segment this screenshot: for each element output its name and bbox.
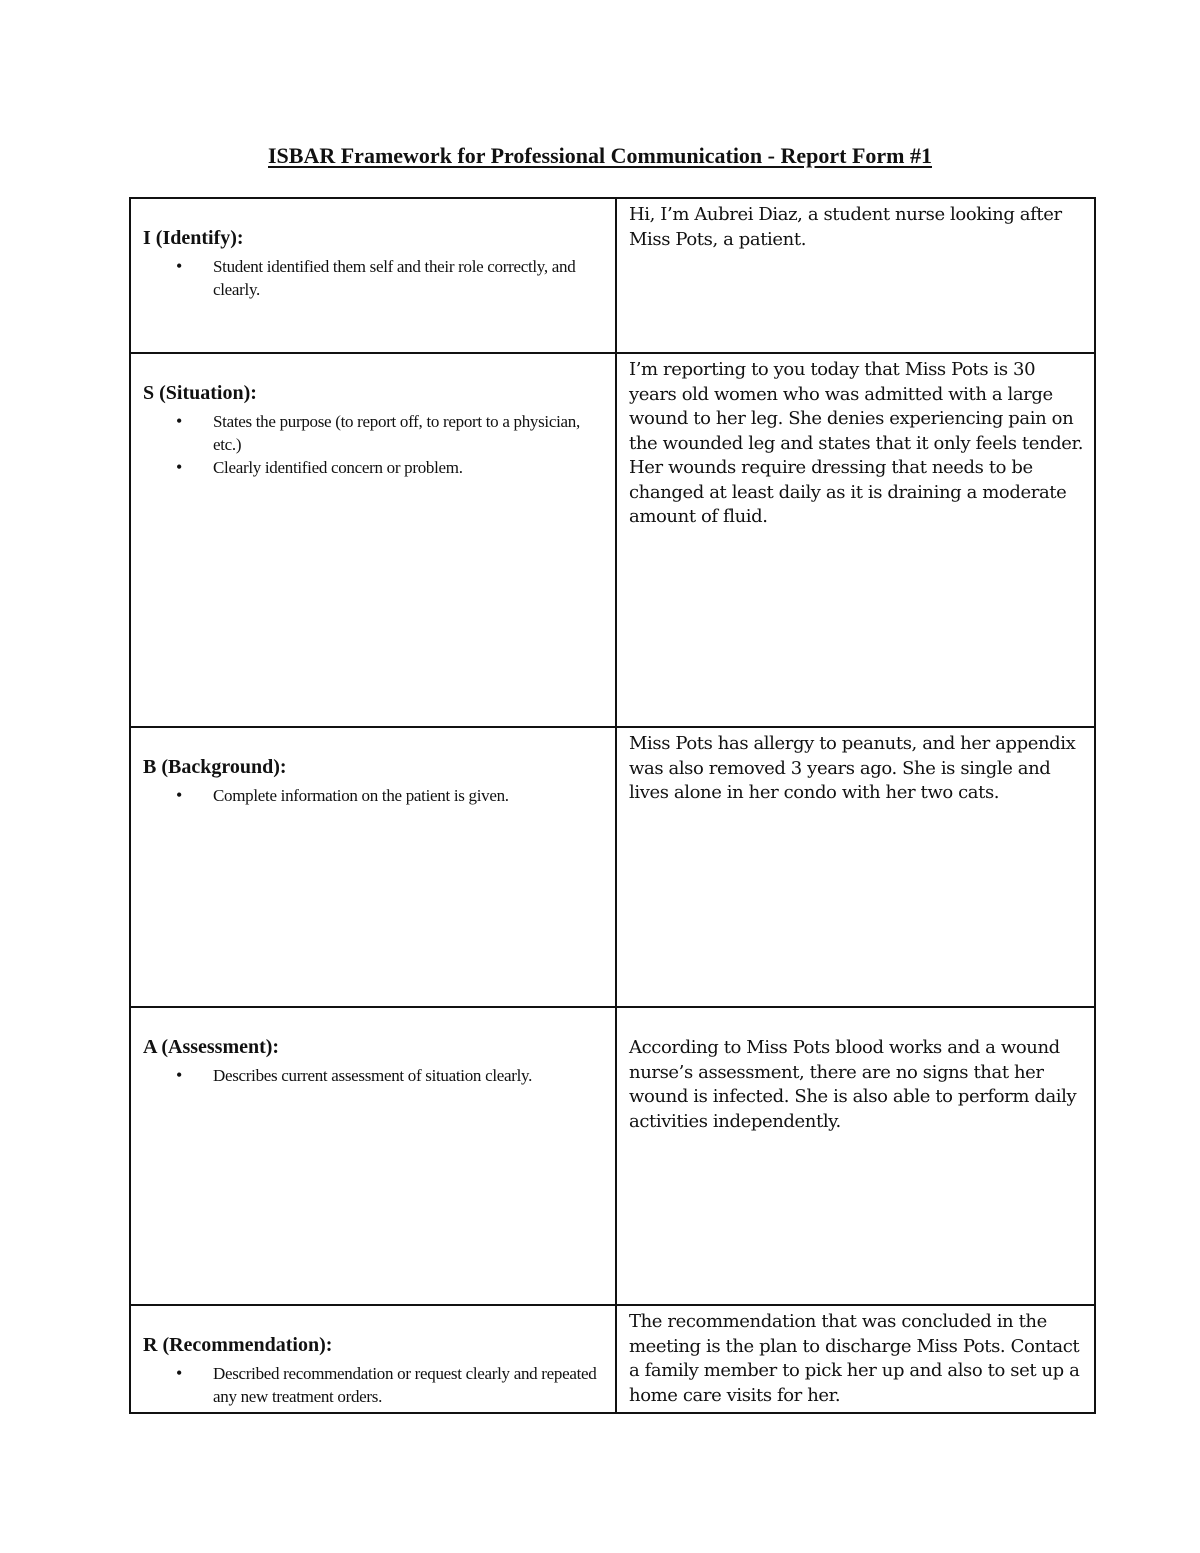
row-assessment <box>130 1007 1095 1305</box>
criteria-item: • States the purpose (to report off, to report to a physician, etc.) <box>213 410 605 456</box>
response-text: I’m reporting to you today that Miss Pots is 30 years old women who was admitted with a large wound to her leg. She denies experiencing pain on the wounded leg and states that it only feels tender. Her wounds require dressing that needs to be changed at least daily as it is draining a moderate amount of fluid. <box>629 359 1084 527</box>
criteria-cell <box>130 198 616 353</box>
criteria-item: • Clearly identified concern or problem. <box>213 456 605 479</box>
isbar-table <box>129 197 1096 1414</box>
row-background <box>130 727 1095 1007</box>
response-cell <box>616 1305 1095 1413</box>
criteria-list <box>143 1362 605 1408</box>
response-cell <box>616 353 1095 727</box>
row-heading: A (Assessment): <box>143 1036 280 1058</box>
response-cell <box>616 727 1095 1007</box>
page-title: ISBAR Framework for Professional Communication - Report Form #1 <box>268 143 932 168</box>
criteria-cell <box>130 1007 616 1305</box>
criteria-list <box>143 255 605 301</box>
row-situation <box>130 353 1095 727</box>
row-heading: R (Recommendation): <box>143 1334 333 1356</box>
criteria-list <box>143 784 605 807</box>
criteria-item: • Complete information on the patient is given. <box>213 784 605 807</box>
row-heading: B (Background): <box>143 756 287 778</box>
response-text: According to Miss Pots blood works and a wound nurse’s assessment, there are no signs that her wound is infected. She is also able to perform daily activities independently. <box>629 1037 1077 1132</box>
criteria-item: • Described recommendation or request clearly and repeated any new treatment orders. <box>213 1362 605 1408</box>
response-cell <box>616 198 1095 353</box>
row-recommendation <box>130 1305 1095 1413</box>
response-text: The recommendation that was concluded in the meeting is the plan to discharge Miss Pots. Contact a family member to pick her up and also to set up a home care visits for her. <box>629 1311 1080 1406</box>
row-identify <box>130 198 1095 353</box>
criteria-cell <box>130 727 616 1007</box>
response-text: Miss Pots has allergy to peanuts, and her appendix was also removed 3 years ago. She is single and lives alone in her condo with her two cats. <box>629 733 1076 803</box>
criteria-cell <box>130 353 616 727</box>
row-heading: S (Situation): <box>143 382 257 404</box>
criteria-list <box>143 1064 605 1087</box>
criteria-cell <box>130 1305 616 1413</box>
response-cell <box>616 1007 1095 1305</box>
criteria-item: • Student identified them self and their role correctly, and clearly. <box>213 255 605 301</box>
response-text: Hi, I’m Aubrei Diaz, a student nurse looking after Miss Pots, a patient. <box>629 204 1062 250</box>
row-heading: I (Identify): <box>143 227 244 249</box>
criteria-item: • Describes current assessment of situation clearly. <box>213 1064 605 1087</box>
criteria-list <box>143 410 605 479</box>
